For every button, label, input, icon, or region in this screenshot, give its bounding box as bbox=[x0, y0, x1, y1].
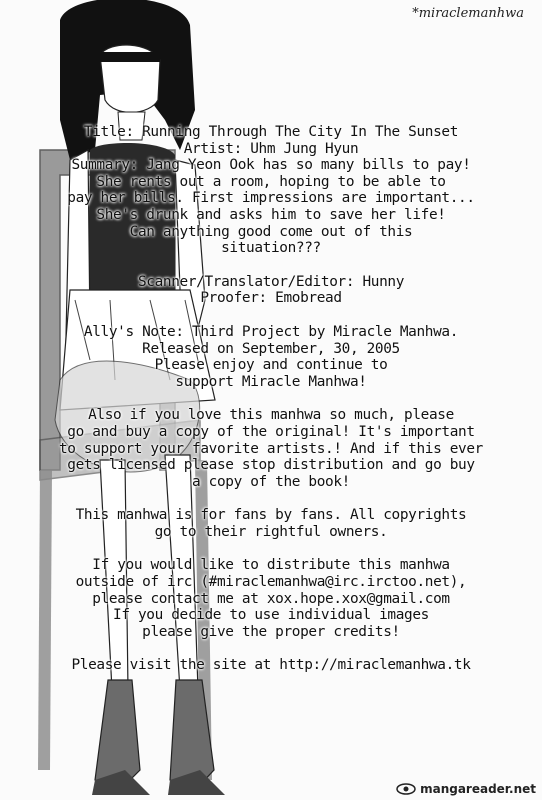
credits-text-block bbox=[0, 124, 542, 674]
support-line: a copy of the book! bbox=[192, 473, 350, 490]
fans-line: This manhwa is for fans by fans. All copyrights bbox=[75, 507, 467, 524]
note-line: Released on September, 30, 2005 bbox=[142, 340, 400, 357]
eye-logo-icon bbox=[396, 783, 416, 795]
distribution-line: outside of irc (#miraclemanhwa@irc.irctoo.net), bbox=[75, 574, 467, 591]
support-line: to support your favorite artists.! And if this ever bbox=[58, 440, 483, 457]
summary-line: She rents out a room, hoping to be able to bbox=[96, 173, 446, 190]
footer-logo-text: mangareader.net bbox=[420, 782, 536, 796]
support-line: gets licensed please stop distribution and go buy bbox=[67, 457, 475, 474]
distribution-line: If you decide to use individual images bbox=[113, 607, 429, 624]
note-line: support Miracle Manhwa! bbox=[175, 373, 367, 390]
summary-line: Summary: Jang Yeon Ook has so many bills to pay! bbox=[71, 157, 471, 174]
support-line: Also if you love this manhwa so much, please bbox=[88, 407, 454, 424]
support-line: go and buy a copy of the original! It's important bbox=[67, 423, 475, 440]
summary-line: Can anything good come out of this bbox=[129, 223, 413, 240]
note-line: Ally's Note: Third Project by Miracle Manhwa. bbox=[83, 323, 459, 340]
credit-artist: Artist: Uhm Jung Hyun bbox=[183, 140, 359, 157]
mangareader-logo bbox=[396, 782, 536, 796]
site-line: Please visit the site at http://miraclemanhwa.tk bbox=[71, 657, 471, 674]
distribution-line: please contact me at xox.hope.xox@gmail.com bbox=[92, 590, 450, 607]
staff-line: Proofer: Emobread bbox=[200, 290, 342, 307]
fans-line: go to their rightful owners. bbox=[154, 523, 388, 540]
summary-line: situation??? bbox=[221, 240, 321, 257]
distribution-line: If you would like to distribute this manhwa bbox=[92, 557, 450, 574]
summary-line: She's drunk and asks him to save her life! bbox=[96, 206, 446, 223]
note-line: Please enjoy and continue to bbox=[154, 357, 388, 374]
staff-line: Scanner/Translator/Editor: Hunny bbox=[137, 273, 405, 290]
scanlation-watermark: *miraclemanhwa bbox=[412, 6, 524, 21]
summary-line: pay her bills. First impressions are important... bbox=[67, 190, 475, 207]
distribution-line: please give the proper credits! bbox=[142, 623, 400, 640]
credit-title: Title: Running Through The City In The Sunset bbox=[83, 124, 459, 140]
